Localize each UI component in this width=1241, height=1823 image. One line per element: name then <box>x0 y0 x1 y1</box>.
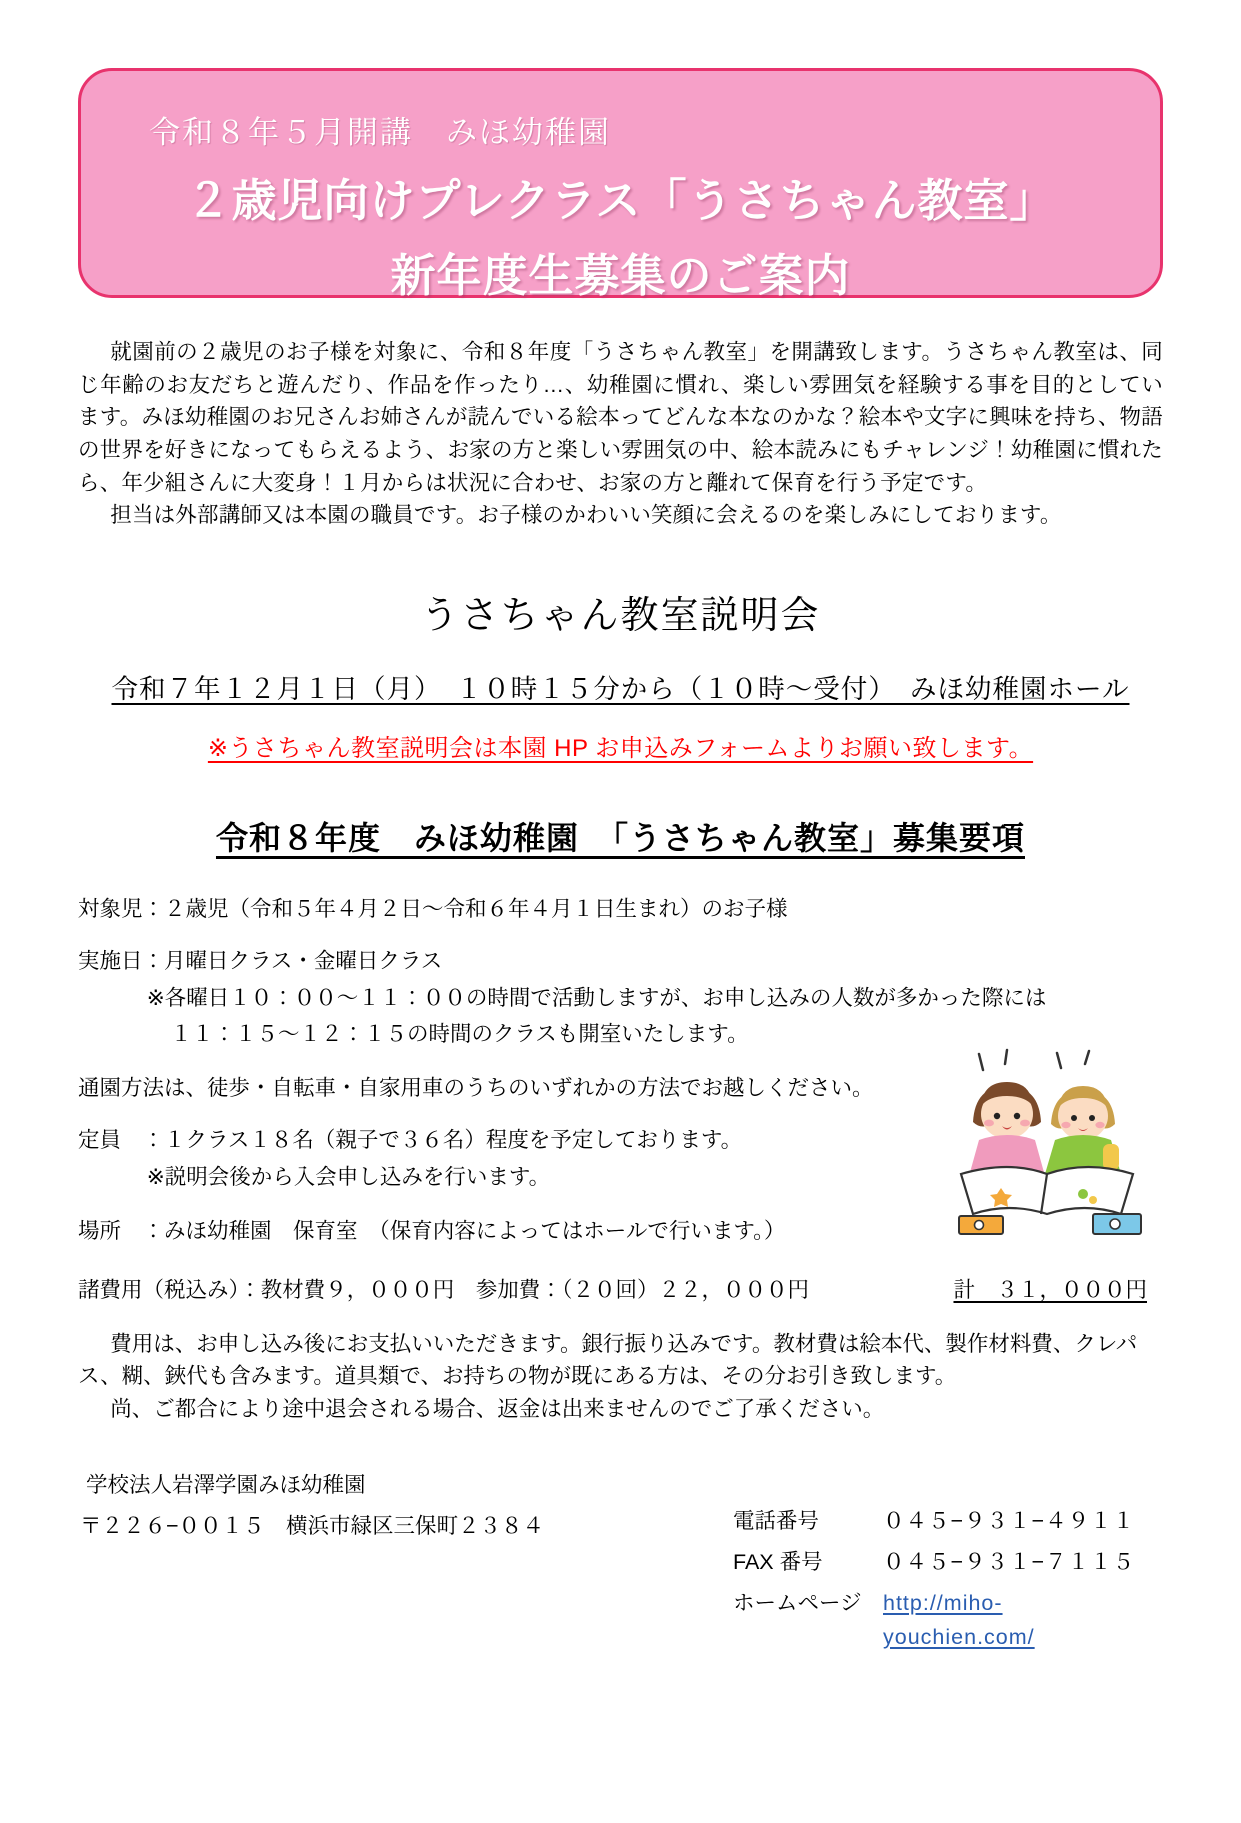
requirements-list <box>78 893 1163 1247</box>
requirement-capacity: 定員 ：１クラス１８名（親子で３６名）程度を予定しております。 <box>78 1128 743 1153</box>
contact-row-fax <box>733 1546 1153 1579</box>
requirement-extra-class-times: １１：１５〜１２：１５の時間のクラスも開室いたします。 <box>170 1021 749 1046</box>
briefing-application-note: ※うさちゃん教室説明会は本園 HP お申込みフォームよりお願い致します。 <box>207 735 1034 763</box>
fee-note-payment: 費用は、お申し込み後にお支払いいただきます。銀行振り込みです。教材費は絵本代、製作材料費、クレパス、糊、鋏代も含みます。道具類で、お持ちの物が既にある方は、その分お引き致します。 <box>78 1332 1138 1389</box>
fee-note-refund: 尚、ご都合により途中退会される場合、返金は出来ませんのでご了承ください。 <box>110 1396 885 1421</box>
phone-value: ０４５−９３１−４９１１ <box>883 1508 1136 1533</box>
briefing-datetime: 令和７年１２月１日（月） １０時１５分から（１０時〜受付） みほ幼稚園ホール <box>111 674 1130 705</box>
footer-block <box>78 1469 1163 1649</box>
intro-paragraph-2: 担当は外部講師又は本園の職員です。お子様のかわいい笑顔に会えるのを楽しみにしております。 <box>110 503 1062 528</box>
intro-block <box>78 336 1163 532</box>
header-banner <box>78 68 1163 301</box>
requirement-class-days: 実施日：月曜日クラス・金曜日クラス <box>78 949 443 974</box>
website-link[interactable]: http://miho-youchien.com/ <box>883 1591 1035 1649</box>
requirement-location: 場所 ：みほ幼稚園 保育室 （保育内容によってはホールで行います。） <box>78 1218 786 1243</box>
phone-label: 電話番号 <box>733 1508 820 1533</box>
requirement-class-times: ※各曜日１０：００〜１１：００の時間で活動しますが、お申し込みの人数が多かった際には <box>146 985 1047 1010</box>
banner-title: ２歳児向けプレクラス「うさちゃん教室」 <box>185 175 1056 226</box>
fee-total: 計 ３１，０００円 <box>953 1278 1147 1303</box>
website-label: ホームページ <box>733 1591 862 1616</box>
banner-subtitle: 令和８年５月開講 みほ幼稚園 <box>149 115 611 150</box>
fax-label: FAX 番号 <box>733 1550 823 1575</box>
contact-block <box>733 1505 1153 1662</box>
banner-title-second-line: 新年度生募集のご案内 <box>390 250 851 301</box>
fee-row <box>78 1273 1163 1304</box>
contact-row-website <box>733 1587 1153 1654</box>
requirement-target-age: 対象児：２歳児（令和５年４月２日〜令和６年４月１日生まれ）のお子様 <box>78 897 788 922</box>
briefing-title: うさちゃん教室説明会 <box>420 595 821 638</box>
requirement-enrollment-note: ※説明会後から入会申し込みを行います。 <box>146 1164 551 1189</box>
requirement-commute: 通園方法は、徒歩・自転車・自家用車のうちのいずれかの方法でお越しください。 <box>78 1076 874 1101</box>
fee-notes <box>78 1328 1163 1425</box>
intro-paragraph-1: 就園前の２歳児のお子様を対象に、令和８年度「うさちゃん教室」を開講致します。うさちゃん教室は、同じ年齢のお友だちと遊んだり、作品を作ったり…、幼稚園に慣れ、楽しい雰囲気を経験する事を目的としています。みほ幼稚園のお兄さんお姉さんが読んでいる絵本ってどんな本なのかな？絵本や文字に興味を持ち、物語の世界を好きになってもらえるよう、お家の方と楽しい雰囲気の中、絵本読みにもチャレンジ！幼稚園に慣れたら、年少組さんに大変身！１月からは状況に合わせ、お家の方と離れて保育を行う予定です。 <box>78 340 1163 495</box>
footer-address: 〒２２６−００１５ 横浜市緑区三保町２３８４ <box>80 1514 545 1539</box>
requirements-title: 令和８年度 みほ幼稚園 「うさちゃん教室」募集要項 <box>215 820 1025 857</box>
footer-organization: 学校法人岩澤学園みほ幼稚園 <box>86 1472 366 1497</box>
contact-row-phone <box>733 1505 1153 1538</box>
fax-value: ０４５−９３１−７１１５ <box>883 1550 1136 1575</box>
flyer-page <box>0 68 1241 1823</box>
fee-breakdown: 諸費用（税込み）：教材費９，０００円 参加費：（２０回）２２，０００円 <box>78 1278 810 1303</box>
